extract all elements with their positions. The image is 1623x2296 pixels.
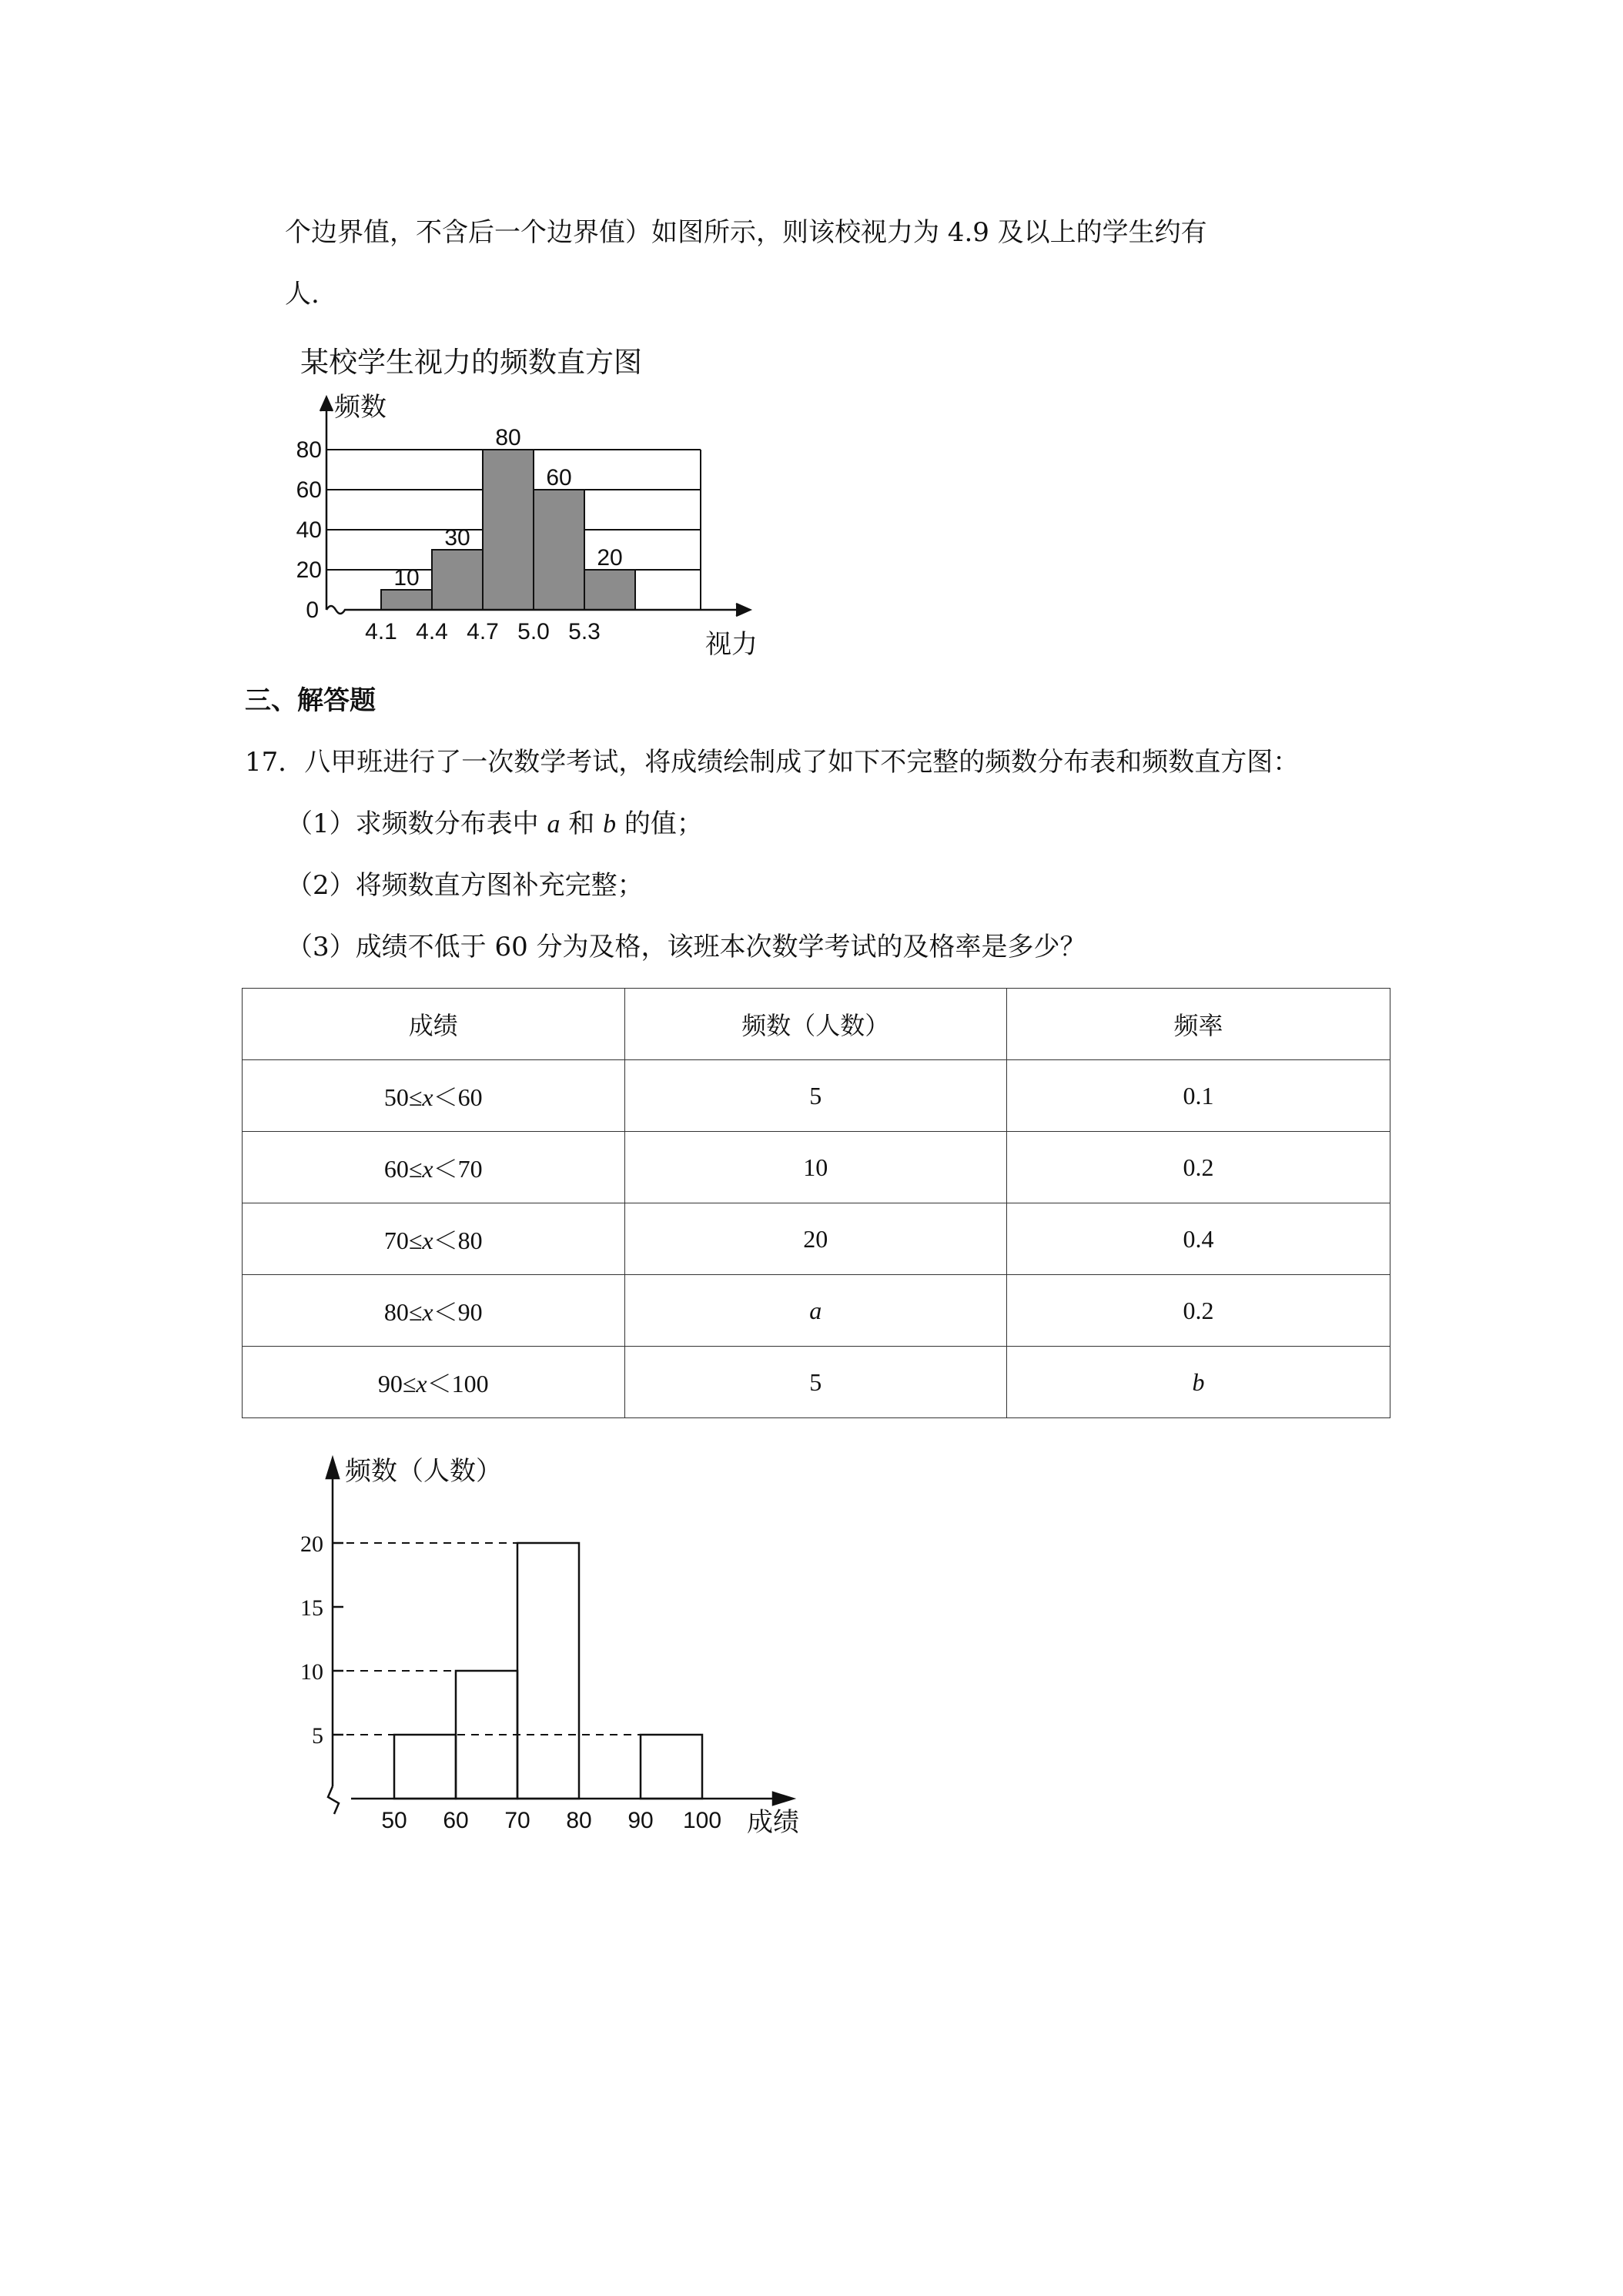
score-histogram [285,1448,839,1848]
freq-cell: 20 [624,1203,1007,1275]
var-b: b [603,810,617,838]
x-tick-4.7: 4.7 [467,619,499,644]
x-tick-5.0: 5.0 [517,619,550,644]
intro-line-1: 个边界值，不含后一个边界值）如图所示，则该校视力为 4.9 及以上的学生约有 [285,217,1207,248]
question-part-3: （3）成绩不低于 60 分为及格，该班本次数学考试的及格率是多少？ [286,932,1086,962]
question-number: 17． [245,747,305,778]
y-tick-20: 20 [300,1531,323,1557]
bar-4.7 [483,450,534,610]
bar-5.0 [534,490,584,610]
freq-cell: 5 [624,1347,1007,1418]
x-tick-4.1: 4.1 [365,619,397,644]
bar-label-60: 60 [546,465,572,490]
bar-label-10: 10 [393,565,420,591]
x-tick-5.3: 5.3 [568,619,601,644]
x-axis-arrow [736,604,750,616]
rate-cell: 0.2 [1007,1275,1390,1347]
range-cell: 90≤x＜100 [243,1347,625,1418]
x-tick-80: 80 [566,1808,592,1833]
x-axis-arrow [773,1792,793,1805]
chart1-title: 某校学生视力的频数直方图 [300,346,642,379]
x-axis-label: 视力 [705,630,758,659]
table-row [243,1132,1390,1203]
question-part-2: （2）将频数直方图补充完整； [286,870,644,901]
y-tick-40: 40 [296,517,322,543]
freq-cell: 5 [624,1060,1007,1132]
header-frequency: 频数（人数） [624,989,1007,1060]
bar-70-80 [517,1543,579,1799]
bar-label-20: 20 [597,545,623,571]
bar-4.4 [432,550,483,610]
section-heading: 三、解答题 [245,685,376,716]
y-tick-60: 60 [296,477,322,503]
x-tick-100: 100 [682,1808,722,1833]
axis-break [326,606,348,614]
rate-cell: b [1007,1347,1390,1418]
range-cell: 80≤x＜90 [243,1275,625,1347]
table-header-row [243,989,1390,1060]
table-row [243,1275,1390,1347]
y-axis-label: 频数 [334,393,387,422]
vision-histogram [285,377,824,670]
y-axis-label: 频数（人数） [345,1456,502,1487]
bar-label-30: 30 [444,525,470,551]
x-tick-60: 60 [443,1808,469,1833]
x-tick-90: 90 [627,1808,654,1833]
rate-cell: 0.4 [1007,1203,1390,1275]
table-row [243,1347,1390,1418]
question-stem [245,744,1299,781]
bar-90-100 [641,1735,702,1799]
bar-5.3 [584,570,635,610]
range-cell: 70≤x＜80 [243,1203,625,1275]
question-text: 八甲班进行了一次数学考试，将成绩绘制成了如下不完整的频数分布表和频数直方图： [304,747,1300,778]
part1-text: （1）求频数分布表中 [286,808,547,839]
bar-50-60 [394,1735,456,1799]
intro-line-2: 人. [285,279,320,310]
rate-cell: 0.2 [1007,1132,1390,1203]
x-axis-label: 成绩 [747,1807,799,1838]
range-cell: 60≤x＜70 [243,1132,625,1203]
freq-cell: 10 [624,1132,1007,1203]
part1-end: 的值； [616,808,703,839]
rate-cell: 0.1 [1007,1060,1390,1132]
part1-and: 和 [560,808,604,839]
y-tick-80: 80 [296,437,322,463]
table-row [243,1203,1390,1275]
table-row [243,1060,1390,1132]
question-part-1 [286,805,703,843]
y-tick-10: 10 [300,1659,323,1685]
var-a: a [547,810,561,838]
y-axis-arrow [326,1458,339,1478]
x-tick-4.4: 4.4 [416,619,448,644]
header-score: 成绩 [243,989,625,1060]
x-tick-50: 50 [381,1808,407,1833]
frequency-table [242,988,1390,1418]
y-tick-15: 15 [300,1595,323,1621]
x-tick-70: 70 [504,1808,530,1833]
axis-break [328,1786,339,1814]
y-axis-arrow [320,397,333,411]
bar-4.1 [381,590,432,610]
range-cell: 50≤x＜60 [243,1060,625,1132]
freq-cell: a [624,1275,1007,1347]
y-tick-5: 5 [312,1723,323,1749]
bar-label-80: 80 [495,425,521,450]
y-tick-20: 20 [296,557,322,583]
y-tick-0: 0 [306,597,319,623]
header-rate: 频率 [1007,989,1390,1060]
